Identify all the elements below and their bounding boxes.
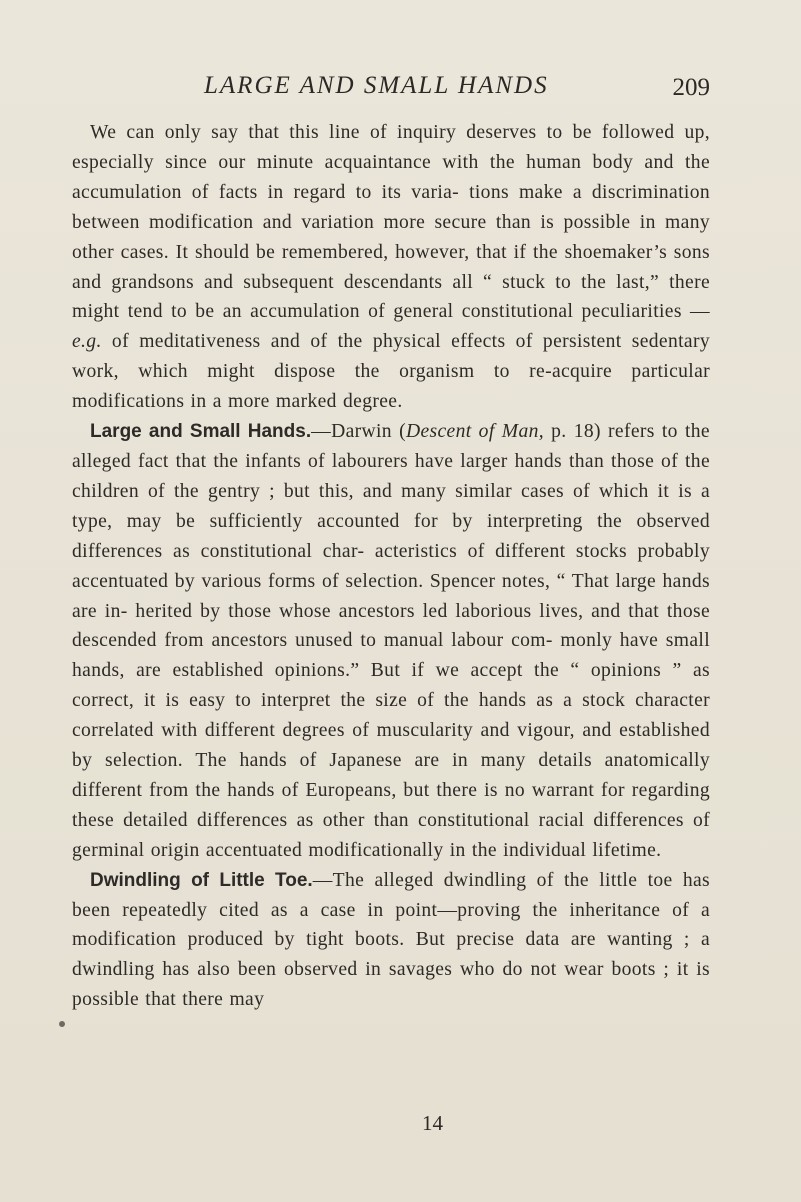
running-head xyxy=(70,72,710,112)
paragraph-large-small-hands xyxy=(72,417,710,866)
paragraph-text-pre: —Darwin ( xyxy=(311,421,406,443)
paragraph-text-continued: of meditativeness and of the physical effects of persistent sedentary work, which might dispose the organism to re-acquire particular modifications in a more marked degree. xyxy=(72,331,710,413)
print-speck xyxy=(59,1021,65,1027)
citation-title: Descent of Man, xyxy=(405,421,544,443)
section-heading-little-toe: Dwindling of Little Toe. xyxy=(90,869,313,891)
paragraph-text: We can only say that this line of inquiry deserves to be followed up, especially since our minute acquaintance with the human body and the accumulation of facts in regard to its varia- tions make a discrimination between modification and variation more secure than is possible in many other cases. It should be remembered, however, that if the shoemaker’s sons and grandsons and subsequent descendants all “ stuck to the last,” there might tend to be an accumulation of general constitutional peculiarities — xyxy=(72,122,710,323)
paragraph-text: —The alleged dwindling of the little toe has been repeatedly cited as a case in point—proving the inheritance of a modification produced by tight boots. But precise data are wanting ; a dwindling has also been observed in savages who do not wear boots ; it is possible that there may xyxy=(72,869,711,1011)
emphasis-eg: e.g. xyxy=(72,331,102,353)
paragraph-text-post: p. 18) refers to the alleged fact that the infants of labourers have larger hands than those of the children of the gentry ; but this, and many similar cases of which it is a type, may be sufficiently accounted for by interpreting the observed differences as constitutional char- acteristics of different stocks probably accentuated by various forms of selection. Spencer notes, “ That large hands are in- herited by those whose ancestors led laborious lives, and that those descended from ancestors unused to manual labour com- monly have small hands, are established opinions.” But if we accept the “ opinions ” as correct, it is easy to interpret the size of the hands as a stock character correlated with different degrees of muscularity and vigour, and established by selection. The hands of Japanese are in many details anatomically different from the hands of Europeans, but there is no warrant for regarding these detailed differences as other than constitutional racial differences of germinal origin accentuated modificationally in the individual lifetime. xyxy=(72,421,710,861)
section-heading-large-small-hands: Large and Small Hands. xyxy=(90,421,312,443)
signature-mark: 14 xyxy=(422,1111,443,1135)
running-title: LARGE AND SMALL HANDS xyxy=(204,72,549,99)
paragraph-little-toe xyxy=(72,866,710,1016)
paragraph-inheritance xyxy=(72,118,710,417)
page-number: 209 xyxy=(672,74,710,101)
body-text xyxy=(72,118,710,1015)
